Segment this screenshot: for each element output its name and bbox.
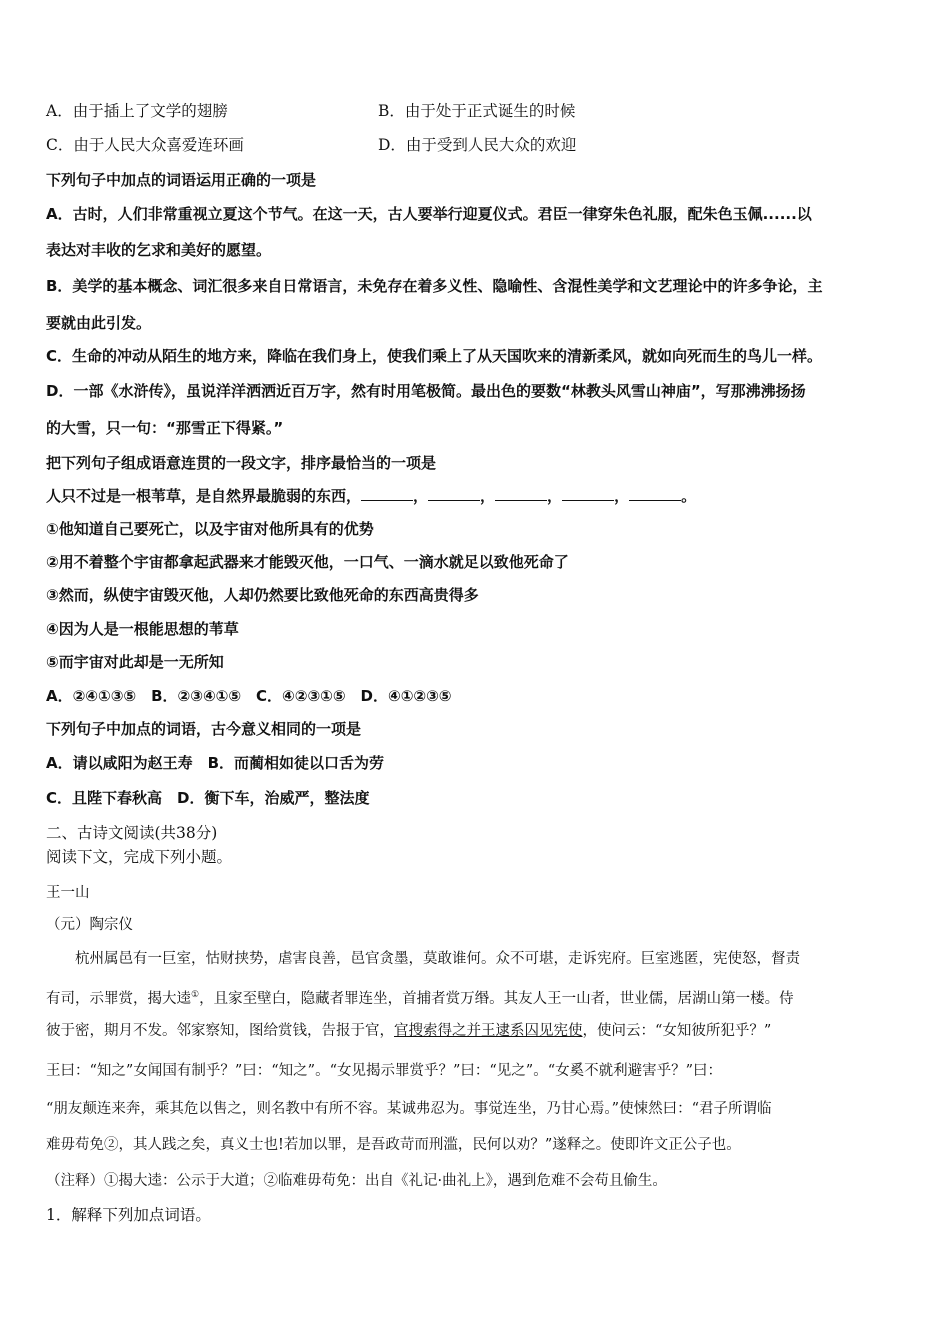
q3-sentence-3: ③然而，纵使宇宙毁灭他，人却仍然要比致他死命的东西高贵得多 — [46, 586, 479, 604]
q3-sentence-4: ④因为人是一根能思想的苇草 — [46, 620, 239, 638]
passage-line-4: 王曰：“知之”女闻国有制乎？”曰：“知之”。“女见揭示罪赏乎？”曰：“见之”。“女奚不就利避害乎？”曰： — [46, 1063, 723, 1079]
sep: ， — [614, 487, 630, 505]
q3-stem: 把下列句子组成语意连贯的一段文字，排序最恰当的一项是 — [46, 454, 437, 472]
sep: ， — [480, 487, 496, 505]
q4-options-ab: A．请以咸阳为赵王寿 B．而蔺相如徒以口舌为劳 — [46, 754, 385, 772]
option-b: B．由于处于正式诞生的时候 — [378, 102, 576, 120]
q3-lead — [46, 485, 696, 507]
blank-3 — [495, 486, 547, 501]
passage-line-5: “朋友颠连来奔，乘其危以售之，则名教中有所不容。某诚弗忍为。事觉连坐，乃甘心焉。”使悚然曰：“君子所谓临 — [46, 1101, 772, 1117]
sub-question-1: 1．解释下列加点词语。 — [46, 1206, 211, 1224]
annotation-note: （注释）①揭大逵：公示于大道；②临难毋苟免：出自《礼记·曲礼上》，遇到危难不会苟且偷生。 — [46, 1173, 667, 1189]
q2-stem: 下列句子中加点的词语运用正确的一项是 — [46, 171, 317, 189]
passage-title: 王一山 — [46, 885, 90, 901]
q3-options: A．②④①③⑤ B．②③④①⑤ C．④②③①⑤ D．④①②③⑤ — [46, 687, 452, 705]
passage-line-2 — [46, 984, 794, 1010]
q2-option-d-line2: 的大雪，只一句：“那雪正下得紧。” — [46, 419, 284, 437]
passage-text: 有司，示罪赏，揭大逵 — [46, 990, 191, 1007]
section-instruction: 阅读下文，完成下列小题。 — [46, 848, 233, 866]
passage-line-3 — [46, 1020, 771, 1042]
option-row-ab — [46, 100, 576, 122]
end-mark: 。 — [681, 487, 697, 505]
option-c: C．由于人民大众喜爱连环画 — [46, 136, 244, 154]
passage-text: ，且家至壁白，隐藏者罪连坐，首捕者赏万缗。其友人王一山者，世业儒，居湖山第一楼。侍 — [199, 990, 794, 1007]
passage-author: （元）陶宗仪 — [46, 917, 133, 933]
option-row-cd — [46, 134, 577, 156]
blank-4 — [562, 486, 614, 501]
q2-option-a-line2: 表达对丰收的乞求和美好的愿望。 — [46, 241, 272, 259]
q2-option-d-line1: D．一部《水浒传》，虽说洋洋洒洒近百万字，然有时用笔极简。最出色的要数“林教头风雪山神庙”，写那沸沸扬扬 — [46, 382, 806, 400]
q2-option-c: C．生命的冲动从陌生的地方来，降临在我们身上，使我们乘上了从天国吹来的清新柔风，就如向死而生的鸟儿一样。 — [46, 347, 823, 365]
q3-sentence-1: ①他知道自己要死亡，以及宇宙对他所具有的优势 — [46, 520, 374, 538]
sep: ， — [413, 487, 429, 505]
q3-sentence-5: ⑤而宇宙对此却是一无所知 — [46, 653, 224, 671]
q2-option-a-line1: A．古时，人们非常重视立夏这个节气。在这一天，古人要举行迎夏仪式。君臣一律穿朱色礼服，配朱色玉佩......以 — [46, 205, 812, 223]
q2-option-b-line1: B．美学的基本概念、词汇很多来自日常语言，未免存在着多义性、隐喻性、含混性美学和文艺理论中的许多争论，主 — [46, 277, 823, 295]
passage-text: 彼于密，期月不发。邻家察知，图给赏钱，告报于官， — [46, 1023, 394, 1039]
sep: ， — [547, 487, 563, 505]
option-d: D．由于受到人民大众的欢迎 — [378, 136, 577, 154]
q4-stem: 下列句子中加点的词语，古今意义相同的一项是 — [46, 720, 362, 738]
blank-1 — [361, 486, 413, 501]
section-heading: 二、古诗文阅读(共38分) — [46, 824, 218, 842]
q3-sentence-2: ②用不着整个宇宙都拿起武器来才能毁灭他，一口气、一滴水就足以致他死命了 — [46, 553, 569, 571]
passage-text: ，使问云：“女知彼所犯乎？” — [582, 1023, 772, 1039]
q3-lead-text: 人只不过是一根苇草，是自然界最脆弱的东西， — [46, 487, 362, 505]
q4-options-cd: C．且陛下春秋高 D．衡下车，治威严，整法度 — [46, 789, 370, 807]
passage-line-1: 杭州属邑有一巨室，怙财挟势，虐害良善，邑官贪墨，莫敢谁何。众不可堪，走诉宪府。巨室逃匿，宪使怒，督责 — [46, 951, 800, 967]
option-a: A．由于插上了文学的翅膀 — [46, 102, 228, 120]
passage-line-6: 难毋苟免②，其人践之矣，真义士也!若加以罪，是吾政苛而刑滥，民何以劝？”遂释之。使即许文正公子也。 — [46, 1137, 741, 1153]
blank-5 — [629, 486, 681, 501]
underlined-sentence: 官搜索得之并王逮系囚见宪使 — [394, 1023, 583, 1039]
blank-2 — [428, 486, 480, 501]
q2-option-b-line2: 要就由此引发。 — [46, 314, 152, 332]
footnote-ref-1: ① — [191, 990, 200, 1000]
